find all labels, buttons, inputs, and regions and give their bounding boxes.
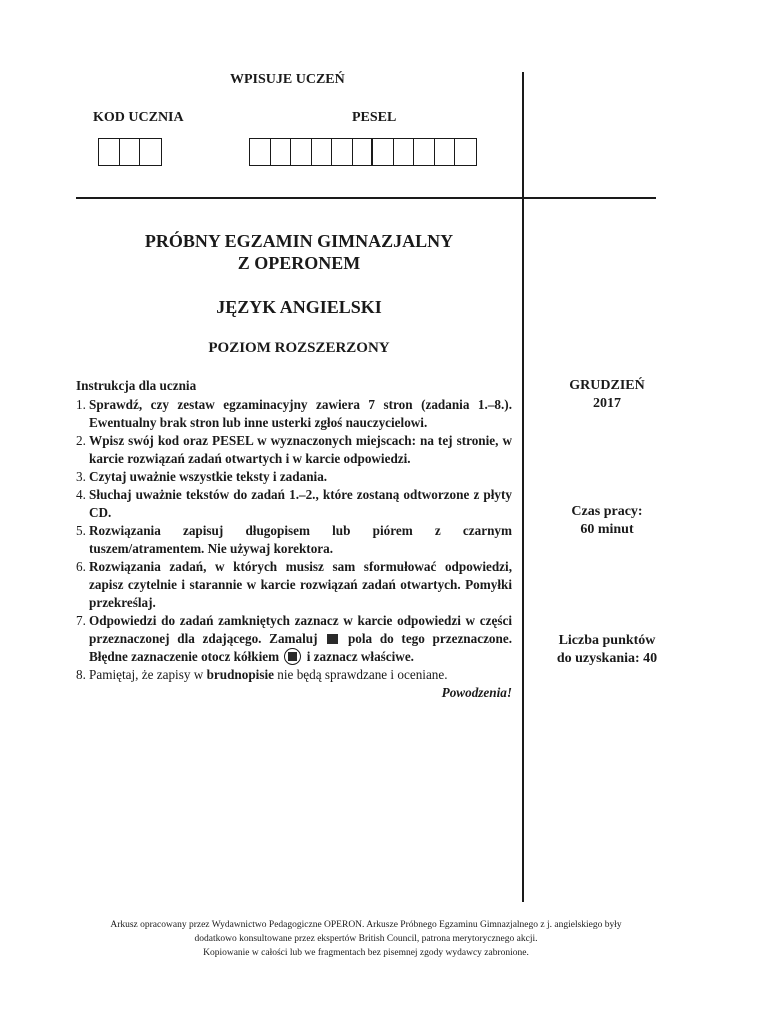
circled-square-icon bbox=[284, 648, 301, 665]
instruction-text: Czytaj uważnie wszystkie teksty i zadania. bbox=[89, 469, 328, 484]
pesel-box[interactable] bbox=[312, 139, 333, 165]
student-code-label: KOD UCZNIA bbox=[93, 110, 184, 125]
exam-duration bbox=[526, 503, 688, 539]
instruction-text: Rozwiązania zapisuj długopisem lub piórem z czarnym tuszem/atramentem. Nie używaj korektora. bbox=[89, 523, 512, 556]
pesel-label: PESEL bbox=[352, 110, 397, 125]
exam-title-line2: Z OPERONEM bbox=[237, 253, 361, 273]
instruction-text bbox=[89, 612, 512, 666]
instruction-item bbox=[76, 522, 512, 558]
pesel-box[interactable] bbox=[250, 139, 271, 165]
instructions-heading: Instrukcja dla ucznia bbox=[76, 378, 197, 393]
instruction-text-part: i zaznacz właściwe. bbox=[306, 649, 414, 664]
exam-subject: JĘZYK ANGIELSKI bbox=[216, 297, 382, 317]
points-label: Liczba punktów bbox=[558, 633, 656, 648]
pesel-box[interactable] bbox=[353, 139, 374, 165]
instruction-text: Rozwiązania zadań, w których musisz sam sformułować odpowiedzi, zapisz czytelnie i starannie w karcie rozwiązań zadań otwartych. Pomyłki przekreślaj. bbox=[89, 559, 512, 610]
exam-level: POZIOM ROZSZERZONY bbox=[208, 340, 390, 356]
pesel-box[interactable] bbox=[332, 139, 353, 165]
instruction-text-bold: brudnopisie bbox=[206, 667, 274, 682]
instruction-text-part: Odpowiedzi do zadań zamkniętych zaznacz w karcie odpowiedzi w części przeznaczonej dla zdającego. Zamaluj bbox=[89, 613, 512, 646]
max-points bbox=[526, 632, 688, 668]
instruction-item bbox=[76, 468, 512, 486]
instruction-item bbox=[76, 396, 512, 432]
footer-line: dodatkowo konsultowane przez ekspertów British Council, patrona merytorycznego akcji. bbox=[194, 934, 538, 944]
sign-off: Powodzenia! bbox=[441, 685, 512, 700]
student-header: WPISUJE UCZEŃ bbox=[230, 72, 345, 87]
exam-title bbox=[76, 230, 522, 274]
pesel-box[interactable] bbox=[291, 139, 312, 165]
pesel-box[interactable] bbox=[414, 139, 435, 165]
instruction-text-part: pola do tego przeznaczone. Błędne zaznaczenie otocz kółkiem bbox=[89, 631, 513, 664]
pesel-field[interactable] bbox=[249, 138, 477, 166]
instruction-item bbox=[76, 486, 512, 522]
instruction-number: 5. bbox=[76, 523, 86, 538]
duration-value: 60 minut bbox=[580, 522, 634, 537]
exam-date bbox=[526, 377, 688, 413]
points-value: do uzyskania: 40 bbox=[556, 651, 658, 666]
exam-title-line1: PRÓBNY EGZAMIN GIMNAZJALNY bbox=[144, 231, 454, 251]
filled-square-icon bbox=[327, 634, 338, 644]
instruction-text: Wpisz swój kod oraz PESEL w wyznaczonych miejscach: na tej stronie, w karcie rozwiązań zadań otwartych i w karcie odpowiedzi. bbox=[89, 433, 512, 466]
instruction-text-part: nie będą sprawdzane i oceniane. bbox=[274, 667, 448, 682]
instruction-number: 4. bbox=[76, 487, 86, 502]
pesel-box[interactable] bbox=[394, 139, 415, 165]
pesel-box[interactable] bbox=[435, 139, 456, 165]
instruction-text: Słuchaj uważnie tekstów do zadań 1.–2., które zostaną odtworzone z płyty CD. bbox=[89, 487, 512, 520]
pesel-box[interactable] bbox=[455, 139, 476, 165]
student-code-field[interactable] bbox=[98, 138, 162, 166]
instruction-item bbox=[76, 432, 512, 468]
pesel-box[interactable] bbox=[373, 139, 394, 165]
exam-date-year: 2017 bbox=[593, 396, 621, 411]
pesel-box[interactable] bbox=[271, 139, 292, 165]
footer-line: Kopiowanie w całości lub we fragmentach bez pisemnej zgody wydawcy zabronione. bbox=[203, 948, 529, 958]
instruction-text bbox=[89, 666, 512, 684]
instruction-number: 7. bbox=[76, 613, 86, 628]
instruction-number: 2. bbox=[76, 433, 86, 448]
code-box[interactable] bbox=[99, 139, 120, 165]
instruction-item bbox=[76, 558, 512, 612]
instruction-number: 6. bbox=[76, 559, 86, 574]
instruction-text-part: Pamiętaj, że zapisy w bbox=[89, 667, 207, 682]
footer-note bbox=[76, 918, 656, 960]
instruction-number: 8. bbox=[76, 667, 86, 682]
instruction-number: 1. bbox=[76, 397, 86, 412]
instruction-item bbox=[76, 666, 512, 684]
duration-label: Czas pracy: bbox=[571, 504, 643, 519]
instruction-text: Sprawdź, czy zestaw egzaminacyjny zawiera 7 stron (zadania 1.–8.). Ewentualny brak stron lub inne usterki zgłoś nauczycielowi. bbox=[89, 397, 512, 430]
instruction-item bbox=[76, 612, 512, 666]
exam-date-month: GRUDZIEŃ bbox=[569, 378, 645, 393]
instruction-number: 3. bbox=[76, 469, 86, 484]
horizontal-divider bbox=[76, 197, 656, 199]
footer-line: Arkusz opracowany przez Wydawnictwo Pedagogiczne OPERON. Arkusze Próbnego Egzaminu Gimnazjalnego z j. angielskiego były bbox=[110, 920, 622, 930]
code-box[interactable] bbox=[140, 139, 161, 165]
instructions-block bbox=[76, 377, 512, 702]
code-box[interactable] bbox=[120, 139, 141, 165]
